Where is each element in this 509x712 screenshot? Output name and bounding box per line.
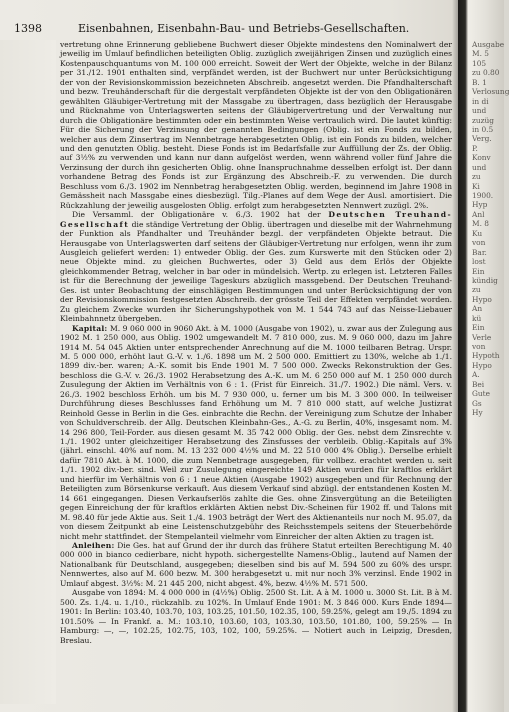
capital-text: M. 9 060 000 in 9060 Akt. à M. 1000 (Ausgabe von 1902), u. zwar aus der Zulegung aus 1902 M. 1 250 000, aus Oblig. 1902 umgewandelt M. 7 810 000, zus. M. 9 060 000, dazu im Jahre 1914 M. 54 045 Aktien unter entsprechender Anrechnung auf die M. 1000 teilbaren Betrag. Urspr. M. 5 000 000, erhöht laut G.-V. v. 1./6. 1898 um M. 2 500 000. Emittiert zu 130%, welche ab 1./1. 1899 div.-ber. waren; A.-K. somit bis Ende 1901 M. 7 500 000. Zwecks Rekonstruktion der Ges. beschloss die G.-V. v. 26./3. 1902 Herabsetzung des A.-K. um M. 6 250 000 auf M. 1 250 000 durch Zusulegung der Aktien im Verhältnis von 6 : 1. (Frist für Einreich. 31./7. 1902.) Die näml. Vers. v. 26./3. 1902 beschloss Erhöh. um bis M. 7 930 000, u. ferner um bis M. 3 300 000. In teilweiser Durchführung dieses Beschlusses fand Erhöhung um M. 7 810 000 statt, auf welche Justizrat Reinhold Gesse in Berlin in die Ges. einbrachte die Rechn. der Vereinigung zum Schutze der Inhaber von Schuldverschreib. der Allg. Deutschen Kleinbahn-Ges., A.-G. zu Berlin, 40%, insgesamt nom. M. 14 296 800, Teil-Forder. aus diesen gesamt M. 35 742 000 Oblig. der Ges. nebst dem Zinsrechte v. 1./1. 1902 unter gleichzeitiger Herabsetzung des Zinsfusses der verbleib. Oblig.-Kapitals auf 3% (jährl. einschl. 40% auf nom. M. 13 232 000 4½% und M. 22 510 000 4% Oblig.). Derselbe erhielt dafür 7810 Akt. à M. 1000, die zum Nennbetrage ausgegeben, für vollbez. erachtet werden u. seit 1./1. 1902 div.-ber. sind. Weil zur Zusulegung eingereichte 149 Aktien wurden für kraftlos erklärt und hierfür im Verhältnis von 6 : 1 neue Aktien (Ausgabe 1902) ausgegeben und für Rechnung der Beteiligten zum Börsenkurse verkauft. Aus diesem Verkauf sind abzügl. der entstandenen Kosten M. 14 661 eingegangen. Diesen Verkaufserlös zahlte die Ges. ohne Zinsvergütung an die Beteiligten gegen Einreichung der für kraftlos erklärten Aktien nebst Div.-Scheinen für 1902 ff. und Talons mit M. 98.40 für jede Aktie aus. Seit 1./4. 1903 beträgt der Wert des Aktienanteils nur noch M. 95.07, da von diesem Zeitpunkt ab eine Leistenschutzgebühr des Reichsstempels seitens der Steuerbehörde nicht mehr stattfindet. der Stempelanteil vielmehr vom Einreicher der alten Aktien zu tragen ist. [60,323,452,541]
left-margin [0,40,56,704]
bleed-line: Hypo [472,294,492,304]
bleed-line: 105 [472,58,487,68]
bleed-line: Anl [472,209,485,219]
bleed-line: kü [472,313,482,323]
bleed-line: lost [472,257,486,267]
bleed-line: Ausgabe [472,40,505,49]
paragraph-bond-security: vertretung ohne Erinnerung gebliebene Buchwert dieser Objekte mindestens den Nominalwert der jeweilig im Umlauf befindlichen beteiligten Oblig. zuzüglich zweijährigen Zinsen und zuzüglich eines Kostenpauschquantums von M. 100 000 erreicht. Soweit der Wert der Objekte, welche in der Bilanz per 31./12. 1901 enthalten sind, verpfändet werden, ist der Buchwert nur unter Berücksichtigung der von der Revisionskommission bezeichneten Abschreib. angesetzt werden. Die Pfandhalterschaft und bezw. Treuhänderschaft für die dergestalt verpfändeten Objekte ist der von den Obligationären gewählten Gläubiger-Vertretung mit der Massgabe zu übertragen, dass bezüglich der Herausgabe und Rücknahme von Unterlagswerten seitens der Gläubigervertretung und der Verwaltung nur durch die Obligationäre bestimmten oder ein bestimmten Weise vertraulich wird. Die lautet künftig: Für die Sicherung der Verzinsung der genannten Bedingungen (Oblig. ist ein Fonds zu bilden, welcher aus dem Zinsertrag im Nennbetrage herabgesetzten Oblig. ist ein Fonds zu bilden, welcher und den genutzten Oblig. besteht. Diese Fonds ist im Bedarfsfalle zur Auffüllung der Zs. der Oblig. auf 3½% zu verwenden und kann nur dann aufgelöst werden, wenn während voller fünf Jahre die Verzinsung der durch ihn gesicherten Oblig. ohne Inanspruchnahme desselben erfolgt ist. Der dann vorhandene Betrag des Fonds ist zur Ergänzung des Abschreib.-F. zu verwenden. Die durch Beschluss vom 6./3. 1902 im Nennbetrag herabgesetzten Oblig. werden, beginnend im Jahre 1908 in Gemässheit nach Massgabe eines diesbezügl. Tilg.-Planes auf dem Wege der Ausl. amortisiert. Die Rückzahlung der jeweilig ausgelosten Oblig. erfolgt zum herabgesetzten Nennwert zuzügl. 2%. [60,40,452,210]
bleed-line: von [472,238,486,248]
bleed-line: in 0.5 [472,124,494,134]
bleed-line: Gs [472,398,482,408]
bleed-line: An [472,304,483,314]
bleed-line: zuzüg [472,115,495,125]
page-body [60,40,452,704]
page-number: 1398 [14,22,42,35]
facing-page-bleed-through [472,40,509,418]
bleed-line: Hy [472,408,483,418]
bleed-line: Ein [472,266,485,276]
bleed-line: Ein [472,323,485,333]
bleed-line: Verlosung [472,87,509,97]
bleed-line: von [472,342,486,351]
paragraph-trustee-text-a: Die Versamml. der Obligationäre v. 6./3. 1902 hat der [72,210,329,220]
bleed-line: Bei [472,379,485,389]
bleed-line: zu [472,285,481,295]
running-title: Eisenbahnen, Eisenbahn-Bau- und Betriebs-Gesellschaften. [78,22,410,35]
bleed-line: und [472,162,487,172]
paragraph-capital [60,324,452,541]
bleed-line: zu [472,172,481,182]
bleed-line: Gute [472,389,491,399]
bleed-line: Bar. [472,247,487,257]
trustee-name: Deutschen Treuhand-Gesellschaft [60,210,452,229]
book-binding-edge [458,0,509,712]
page-header [14,22,454,36]
bleed-line: B. 1 [472,77,487,87]
capital-label: Kapital: [72,323,108,333]
bleed-line: und [472,106,487,116]
paragraph-trustee-text-b: die ständige Vertretung der Oblig. übertragen und dieselbe mit der Wahrnehmung der Funktion als Pfandhalter und Treuhänder bezgl. der verpfändeten Objekte betraut. Die Herausgabe von Unterlagswerten darf seitens der Gläubiger-Vertretung nur erfolgen, wenn ihr zum Ausgleich geliefert werden: 1) entweder Oblig. der Ges. zum Kurswerte mit den Stücken oder 2) neue Objekte mind. zu gleichen Buchwertes, oder 3) Geld aus dem Erlös der Objekte gleichkommender Betrag, welcher in bar oder in mündelsich. Wertp. zu erlegen ist. Letzteren Falles ist für die Berechnung der jeweilige Tageskurs abzüglich massgebend. Der Deutschen Treuhand-Ges. ist unter Beobachtung der einschlägigen Bestimmungen und unter Berücksichtigung der von der Revisionskommission festgesetzten Abschreib. der grösste Teil der Effekten verpfändet worden. Zu gleichem Zwecke wurden ihr Sicherungshypothek von M. 1 544 743 auf das Neisse-Liebauer Kleinbahnnetz übergeben. [60,219,452,324]
bleed-line: Verg. [472,134,492,144]
paragraph-trustee [60,210,452,323]
bleed-line: Hyp [472,200,488,210]
bleed-line: Konv [472,153,491,163]
paragraph-bonds [60,541,452,588]
bleed-line: Verle [472,332,492,342]
bleed-line: Ku [472,228,483,238]
bleed-line: Hypoth [472,351,500,361]
bleed-line: kündig [472,275,498,285]
bonds-text: Die Ges. hat auf Grund der ihr durch das frühere Statut erteilten Berechtigung M. 40 000 000 in bianco cedierbare, nicht hypoth. sichergestellte Namens-Oblig., lautend auf Namen der Nationalbank für Deutschland, ausgegeben; dieselben sind bis auf M. 594 500 zu 60% des urspr. Nennwertes, also auf M. 600 bezw. M. 300 herabgesetzt u. mit nur noch 3% verzinsl. Ende 1902 in Umlauf abgest. 3½%: M. 21 445 200, nicht abgest. 4%, bezw. 4½% M. 571 500. [60,541,452,588]
bleed-line: M. 5 [472,49,489,59]
bonds-label: Anleihen: [72,541,115,551]
bleed-line: Ki [472,181,480,191]
bleed-line: in di [472,96,489,106]
bleed-line: 1900. [472,191,494,200]
bleed-line: zu 0.80 [472,68,500,78]
bleed-line: M. 8 [472,219,489,229]
bleed-line: Hypo [472,360,492,370]
bleed-line: A. [472,370,480,380]
bleed-line: P. [472,143,478,153]
paragraph-issue-1894: Ausgabe von 1894: M. 4 000 000 in (4½%) Oblig. 2500 St. Lit. A à M. 1000 u. 3000 St. Lit. B à M. 500. Zs. 1./4. u. 1./10., rückzahlb. zu 102%. In Umlauf Ende 1901: M. 3 846 000. Kurs Ende 1894—1901: In Berlin: 103.40, 103.70, 103, 103.25, 101.50, 102.35, 100, 59.25%, gelegt am 19./5. 1894 zu 101.50% — In Frankf. a. M.: 103.10, 103.60, 103, 103.30, 103.50, 101.80, 100, 59.25% — In Hamburg: —, —, 102.25, 102.75, 103, 102, 100, 59.25%. — Notiert auch in Leipzig, Dresden, Breslau. [60,588,452,645]
